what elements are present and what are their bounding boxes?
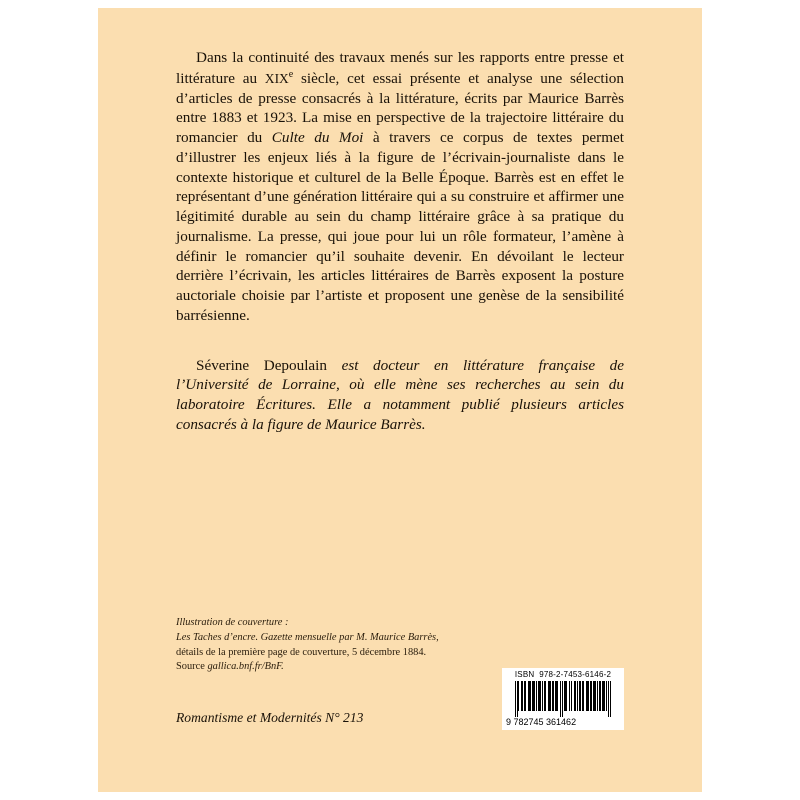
isbn-number: 978-2-7453-6146-2: [539, 670, 612, 679]
blurb-segment-1: Dans la continuité des travaux menés sur les rapports entre presse et littérature au: [176, 49, 624, 87]
cover-credit-details: détails de la première page de couverture, 5 décembre 1884.: [176, 646, 427, 658]
series-number: N° 213: [325, 710, 364, 725]
author-bio-block: [176, 356, 624, 435]
author-bio-paragraph: [176, 356, 624, 435]
cover-credit-source: [176, 660, 506, 675]
back-cover-page: [98, 8, 702, 792]
author-name: Séverine Depoulain: [196, 356, 327, 374]
back-cover-text-block: [176, 48, 624, 435]
isbn-label: ISBN: [514, 670, 535, 679]
century-smallcaps: XIX: [264, 70, 289, 86]
blurb-segment-2: siècle, cet essai présente et analyse une sélection d’articles de presse consacrés à la littérature, écrits par Maurice Barrès entre 1883 et 1923. La mise en perspective de la trajectoire littéraire du romancier du: [176, 69, 624, 147]
cover-credit-publication-title: Les Taches d’encre.: [176, 631, 261, 643]
cover-credit-source-prefix: Source: [176, 661, 208, 673]
isbn-text: [505, 670, 621, 680]
blurb-segment-3: à travers ce corpus de textes permet d’illustrer les enjeux liés à la figure de l’écrivain-journaliste dans le contexte historique et culturel de la Belle Époque. Barrès est en effet le représentant d’une génération littéraire qui a su construire et affirmer une légitimité durable au sein du champ littéraire grâce à sa pratique du journalisme. La presse, qui joue pour lui un rôle formateur, l’amène à définir le romancier qu’il souhaite devenir. En dévoilant le lecteur derrière l’écrivain, les articles littéraires de Barrès exposent la posture auctoriale choisie par l’artiste et proposent une genèse de la sensibilité barrésienne.: [176, 129, 625, 324]
ean13-digits: [505, 717, 621, 727]
cover-credit-block: [176, 616, 506, 675]
cover-credit-publication-subtitle: Gazette mensuelle par M. Maurice Barrès,: [260, 631, 439, 643]
ean13-bars: [505, 681, 621, 717]
barcode-block: [502, 668, 624, 730]
series-name: Romantisme et Modernités: [176, 710, 322, 725]
work-title: Culte du Moi: [271, 129, 364, 147]
century-superscript: e: [288, 68, 294, 80]
ean13-digits-text: 9 782745 361462: [506, 717, 577, 727]
cover-credit-source-title: [176, 631, 506, 646]
blurb-paragraph: [176, 48, 624, 326]
cover-credit-heading: Illustration de couverture :: [176, 617, 289, 628]
series-line: [176, 710, 363, 726]
cover-credit-source-url: gallica.bnf.fr/BnF.: [207, 661, 284, 673]
barcode-bar: [610, 681, 611, 717]
author-bio-text: est docteur en littérature française de l’Université de Lorraine, où elle mène ses recherches au sein du laboratoire Écritures. Elle a notamment publié plusieurs articles consacrés à la figure de Maurice Barrès.: [176, 356, 625, 433]
